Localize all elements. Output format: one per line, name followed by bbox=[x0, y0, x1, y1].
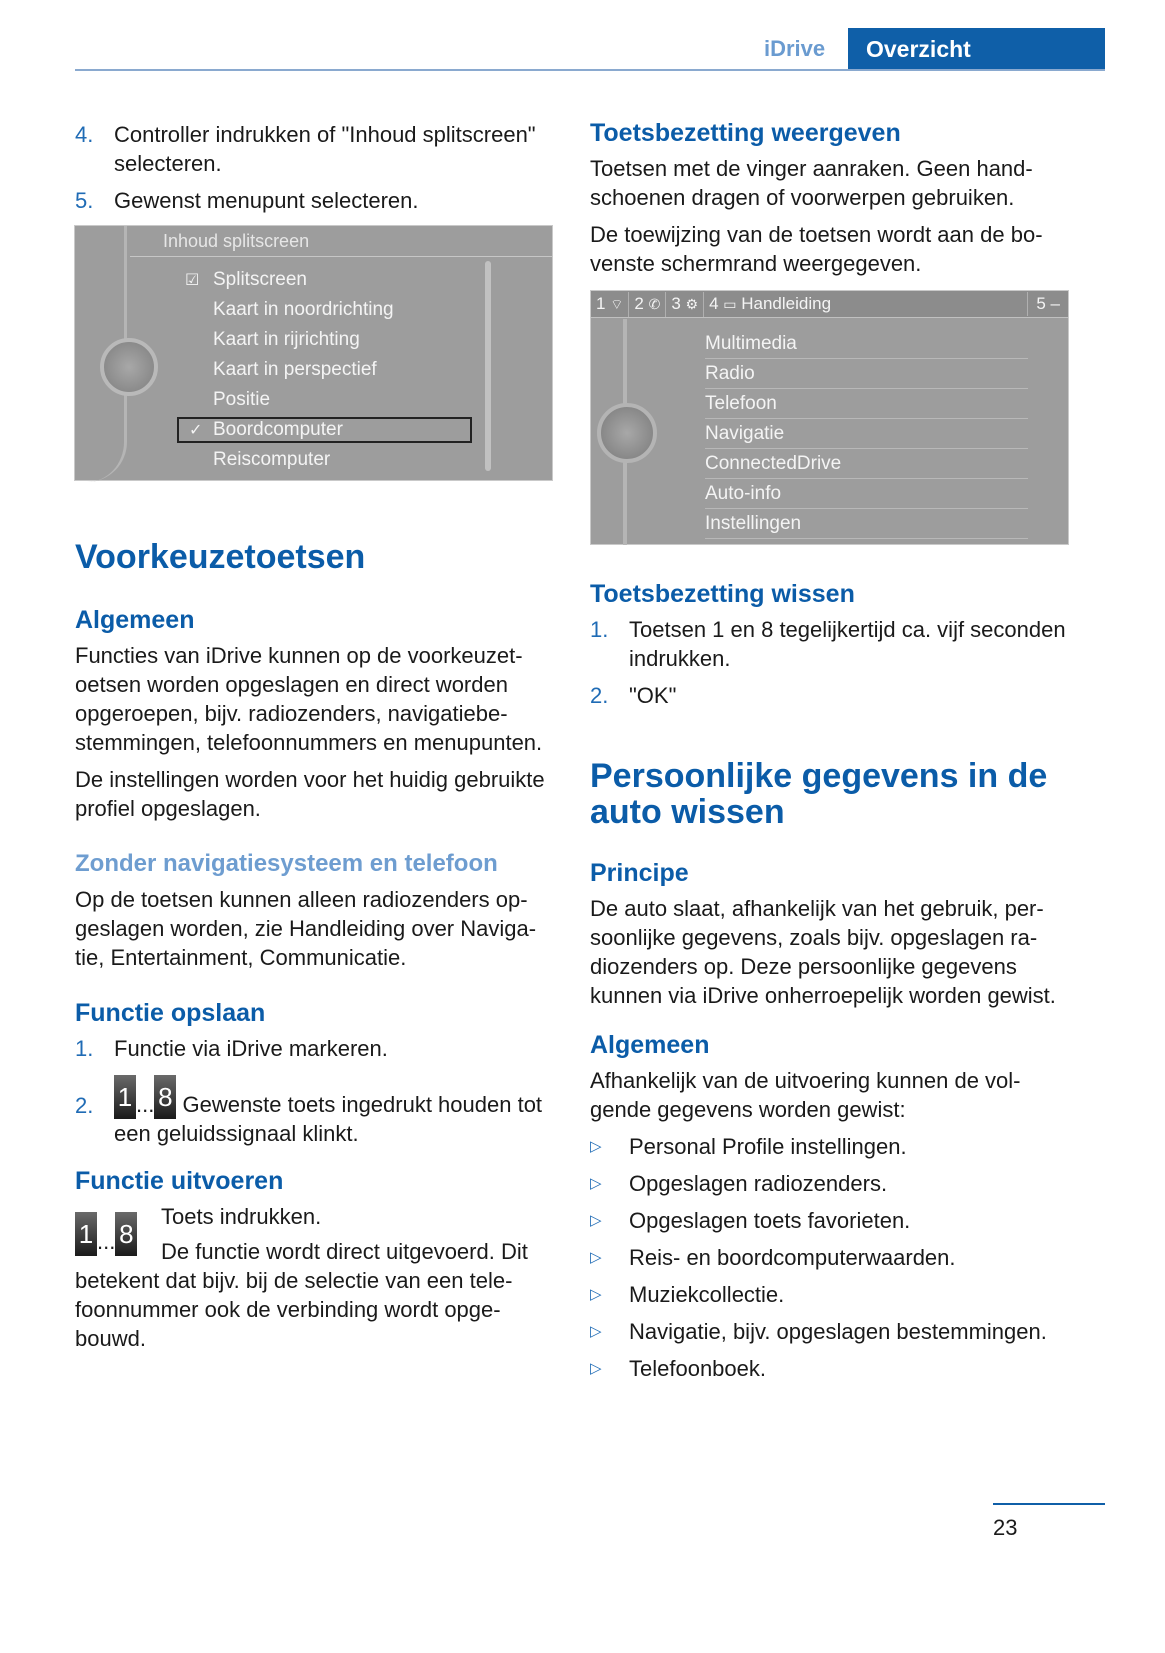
key-number: 2 bbox=[634, 293, 644, 313]
footer-divider bbox=[993, 1503, 1105, 1505]
section-heading: Persoonlijke gegevens in de auto wissen bbox=[590, 757, 1048, 831]
triangle-bullet-icon: ▷ bbox=[590, 1249, 602, 1266]
step bbox=[590, 681, 1070, 710]
step bbox=[75, 186, 555, 215]
paragraph: De auto slaat, afhankelijk van het gebruik, persoonlijke gegevens, zoals bijv. opgeslagen radiozenders op. Deze persoonlijke gegevens kunnen via iDrive onherroepelijk worden gewist. bbox=[590, 896, 1056, 1008]
step-number: 2. bbox=[590, 683, 609, 708]
triangle-bullet-icon: ▷ bbox=[590, 1323, 602, 1340]
bullet-text: Telefoonboek. bbox=[629, 1356, 766, 1381]
page-number: 23 bbox=[993, 1515, 1018, 1540]
checkbox-icon: ☑ bbox=[185, 270, 200, 289]
paragraph: betekent dat bijv. bij de selectie van een telefoonnummer ook de verbinding wordt opgebouwd. bbox=[75, 1268, 513, 1351]
subheading: Algemeen bbox=[590, 1031, 710, 1059]
subheading: Toetsbezetting wissen bbox=[590, 580, 855, 608]
subheading: Principe bbox=[590, 859, 689, 887]
step-number: 2. bbox=[75, 1093, 94, 1118]
menu-item: Kaart in rijrichting bbox=[213, 329, 360, 350]
triangle-bullet-icon: ▷ bbox=[590, 1175, 602, 1192]
key-separator: ... bbox=[97, 1229, 116, 1254]
step-text: Gewenste toets ingedrukt houden tot een geluidssignaal klinkt. bbox=[114, 1092, 543, 1146]
key-number: 3 bbox=[671, 293, 681, 313]
triangle-bullet-icon: ▷ bbox=[590, 1286, 602, 1303]
paragraph: Op de toetsen kunnen alleen radiozenders opgeslagen worden, zie Handleiding over Navigatie, Entertainment, Communicatie. bbox=[75, 887, 537, 970]
menu-item: Positie bbox=[213, 389, 271, 410]
step-text: Functie via iDrive markeren. bbox=[114, 1036, 388, 1061]
gear-icon: ⚙ bbox=[685, 296, 699, 313]
key-8-icon: 8 bbox=[154, 1075, 176, 1119]
menu-item-selected: Boordcomputer bbox=[213, 419, 343, 440]
step-text-wrap bbox=[114, 1075, 555, 1148]
header-divider bbox=[75, 69, 1105, 71]
bullet-text: Opgeslagen radiozenders. bbox=[629, 1171, 888, 1196]
menu-item: Reiscomputer bbox=[213, 449, 331, 470]
paragraph: Afhankelijk van de uitvoering kunnen de volgende gegevens worden gewist: bbox=[590, 1068, 1021, 1122]
key-1-icon: 1 bbox=[75, 1212, 97, 1256]
menu-item: ConnectedDrive bbox=[705, 449, 1028, 479]
menu-item: Navigatie bbox=[705, 419, 1028, 449]
section-heading: Voorkeuzetoetsen bbox=[75, 538, 366, 576]
left-column bbox=[75, 120, 555, 1353]
paragraph: De instellingen worden voor het huidig gebruikte profiel opgeslagen. bbox=[75, 767, 545, 821]
bullet-text: Opgeslagen toets favorieten. bbox=[629, 1208, 911, 1233]
checkmark-icon: ✓ bbox=[189, 420, 203, 439]
key-separator: ... bbox=[136, 1092, 155, 1117]
subheading: Functie opslaan bbox=[75, 999, 266, 1027]
menu-item: Kaart in perspectief bbox=[213, 359, 377, 380]
bullet-item bbox=[590, 1280, 1070, 1309]
bullet-item bbox=[590, 1169, 1070, 1198]
key-label: Handleiding bbox=[741, 293, 832, 313]
splitscreen-menu-screenshot bbox=[74, 225, 553, 481]
menu-item: Kaart in noordrichting bbox=[213, 299, 394, 320]
controller-icon bbox=[100, 338, 158, 396]
subheading: Algemeen bbox=[75, 606, 195, 634]
step-text: Controller indrukken of "Inhoud splitscreen" selecteren. bbox=[114, 122, 536, 176]
screen-title: Inhoud splitscreen bbox=[163, 231, 310, 251]
right-column bbox=[590, 118, 1070, 1391]
subheading: Zonder navigatiesysteem en telefoon bbox=[75, 850, 498, 877]
bullet-list bbox=[590, 1132, 1070, 1383]
step bbox=[75, 120, 555, 178]
step bbox=[75, 1034, 555, 1063]
step-number: 5. bbox=[75, 188, 94, 213]
step-number: 1. bbox=[590, 617, 609, 642]
bullet-text: Reis- en boordcomputerwaarden. bbox=[629, 1245, 956, 1270]
key-number: 5 bbox=[1036, 294, 1046, 313]
triangle-bullet-icon: ▷ bbox=[590, 1138, 602, 1155]
header-tab: Overzicht bbox=[848, 28, 1105, 71]
antenna-icon: ⌔ bbox=[610, 296, 624, 313]
car-icon: ▭ bbox=[723, 296, 737, 313]
bullet-item bbox=[590, 1354, 1070, 1383]
subheading: Functie uitvoeren bbox=[75, 1167, 284, 1195]
bullet-text: Muziekcollectie. bbox=[629, 1282, 785, 1307]
triangle-bullet-icon: ▷ bbox=[590, 1212, 602, 1229]
key-8-icon: 8 bbox=[115, 1212, 137, 1256]
menu-item: Telefoon bbox=[705, 389, 1028, 419]
paragraph: Functies van iDrive kunnen op de voorkeuzetoetsen worden opgeslagen en direct worden opgeroepen, bijv. radiozenders, navigatiebestemmingen, telefoonnummers en menupunten. bbox=[75, 643, 543, 755]
menu-item: Splitscreen bbox=[213, 269, 307, 290]
paragraph: De functie wordt direct uitgevoerd. Dit bbox=[161, 1239, 528, 1264]
key-number: 1 bbox=[596, 293, 606, 313]
paragraph: De toewijzing van de toetsen wordt aan de bovenste schermrand weergegeven. bbox=[590, 222, 1043, 276]
bullet-item bbox=[590, 1206, 1070, 1235]
step-number: 1. bbox=[75, 1036, 94, 1061]
step-text: Toetsen 1 en 8 tegelijkertijd ca. vijf seconden indrukken. bbox=[629, 617, 1066, 671]
step-number: 4. bbox=[75, 122, 94, 147]
bullet-text: Navigatie, bijv. opgeslagen bestemmingen. bbox=[629, 1319, 1047, 1344]
menu-item: Multimedia bbox=[705, 329, 1028, 359]
key-number: 4 bbox=[709, 293, 719, 313]
phone-icon: ✆ bbox=[648, 296, 661, 313]
section-label: iDrive bbox=[764, 36, 826, 61]
step bbox=[590, 615, 1070, 673]
bullet-item bbox=[590, 1132, 1070, 1161]
key-row bbox=[75, 1202, 555, 1266]
step-text: "OK" bbox=[629, 683, 677, 708]
menu-item: Auto-info bbox=[705, 479, 1028, 509]
bullet-item bbox=[590, 1243, 1070, 1272]
triangle-bullet-icon: ▷ bbox=[590, 1360, 602, 1377]
paragraph: Toetsen met de vinger aanraken. Geen handschoenen dragen of voorwerpen gebruiken. bbox=[590, 156, 1033, 210]
key-assignment-bar bbox=[591, 291, 1068, 318]
controller-icon bbox=[597, 403, 657, 463]
paragraph: Toets indrukken. bbox=[161, 1204, 322, 1229]
step-text: Gewenst menupunt selecteren. bbox=[114, 188, 419, 213]
menu-item: Radio bbox=[705, 359, 1028, 389]
step bbox=[75, 1075, 555, 1148]
menu-item: Instellingen bbox=[705, 509, 1028, 539]
bullet-text: Personal Profile instellingen. bbox=[629, 1134, 907, 1159]
key-1-icon: 1 bbox=[114, 1075, 136, 1119]
subheading: Toetsbezetting weergeven bbox=[590, 119, 901, 147]
key-empty: – bbox=[1050, 294, 1060, 313]
favorite-keys-screenshot bbox=[590, 290, 1069, 545]
bullet-item bbox=[590, 1317, 1070, 1346]
